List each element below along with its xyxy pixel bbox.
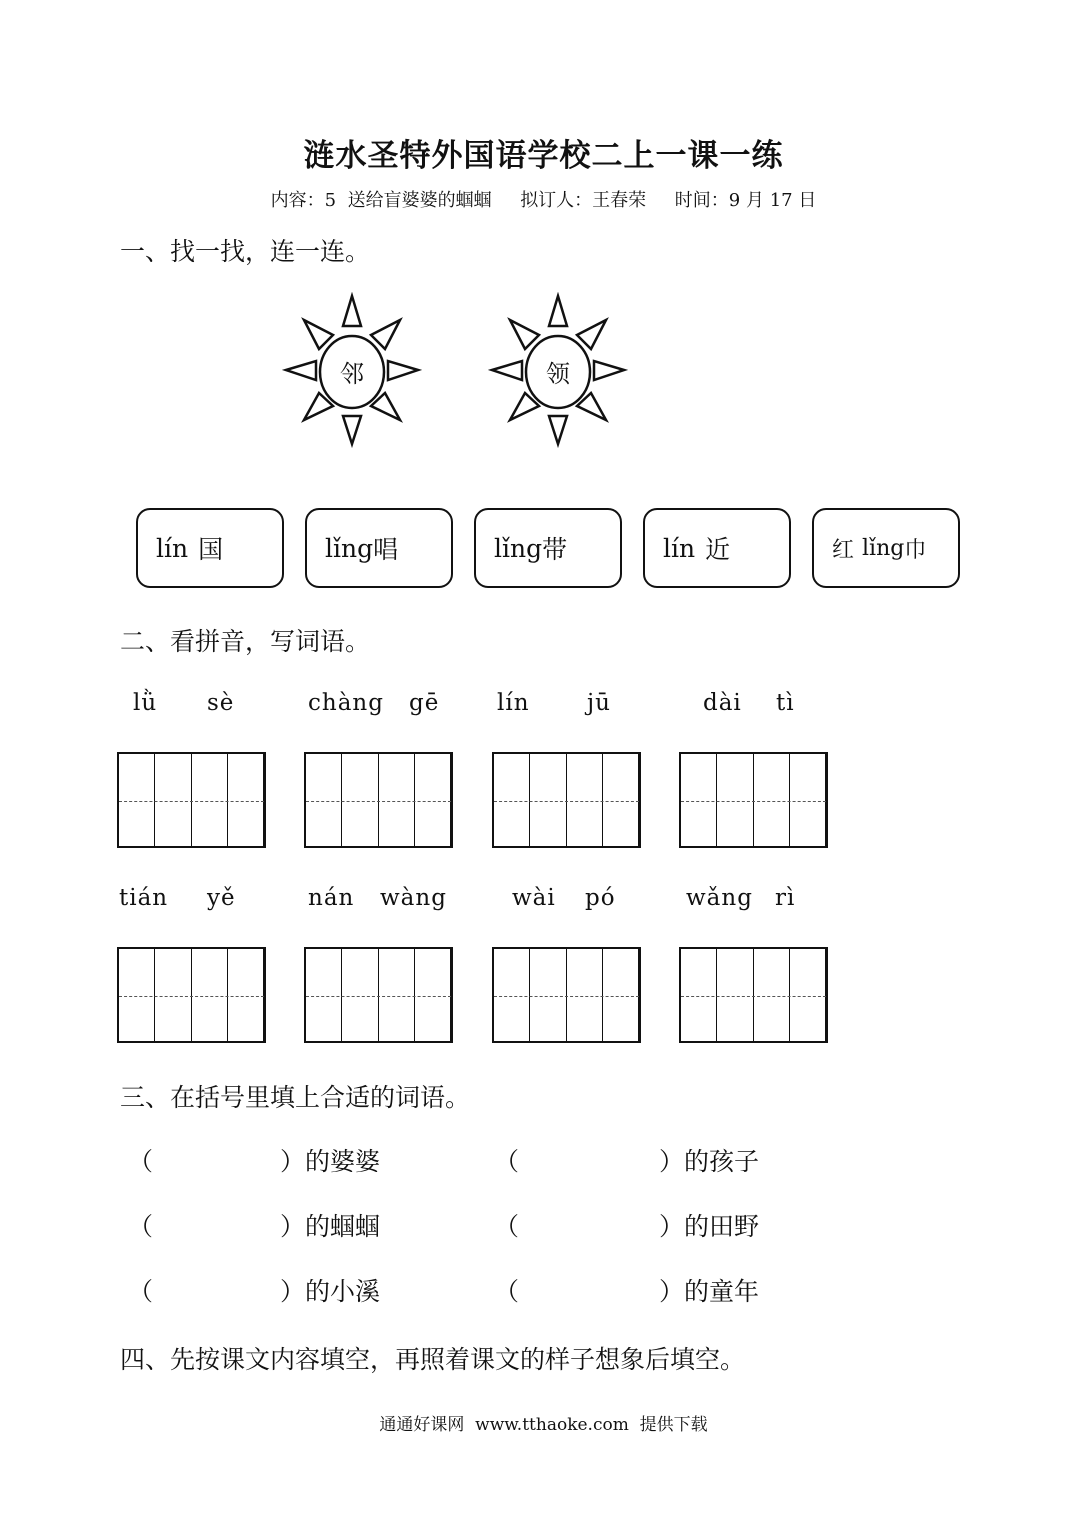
grid-cell[interactable]: [494, 754, 530, 846]
pinyin: tì: [776, 690, 795, 716]
sun-character: 领: [546, 360, 570, 388]
grid-cell[interactable]: [155, 754, 191, 846]
fill-row: [0, 1142, 1087, 1176]
grid-midline: [494, 801, 639, 802]
pinyin: lǜ: [133, 690, 158, 716]
fill-phrase: ）的田野: [659, 1212, 760, 1241]
open-paren[interactable]: （: [128, 1212, 154, 1241]
grid-cell[interactable]: [681, 949, 717, 1041]
writing-grid[interactable]: [117, 752, 266, 848]
pinyin: wài: [512, 885, 556, 911]
fill-phrase: ）的童年: [659, 1277, 760, 1306]
grid-cell[interactable]: [342, 754, 378, 846]
option-pinyin: lǐng: [325, 533, 374, 563]
grid-cell[interactable]: [306, 949, 342, 1041]
open-paren[interactable]: （: [494, 1277, 520, 1306]
option-box[interactable]: [643, 508, 791, 588]
writing-grid[interactable]: [304, 947, 453, 1043]
grid-cell[interactable]: [119, 949, 155, 1041]
grid-cell[interactable]: [119, 754, 155, 846]
option-box[interactable]: [136, 508, 284, 588]
option-box[interactable]: [812, 508, 960, 588]
grid-cell[interactable]: [530, 754, 566, 846]
pinyin: tián: [119, 885, 169, 911]
grid-cell[interactable]: [754, 949, 790, 1041]
grid-cell[interactable]: [603, 949, 639, 1041]
lesson-name: 送给盲婆婆的蝈蝈: [347, 190, 492, 211]
pinyin: jū: [587, 690, 611, 716]
section-1-heading: 一、找一找，连一连。: [120, 237, 371, 266]
grid-cell[interactable]: [228, 949, 264, 1041]
option-text: 带: [542, 535, 568, 564]
content-label: 内容：5: [270, 190, 337, 211]
option-pinyin: lín: [156, 533, 189, 563]
option-box[interactable]: [474, 508, 622, 588]
option-pinyin: lǐng: [494, 533, 543, 563]
sun-character: 邻: [340, 360, 364, 388]
grid-midline: [681, 996, 826, 997]
grid-cell[interactable]: [415, 949, 451, 1041]
grid-cell[interactable]: [494, 949, 530, 1041]
grid-midline: [119, 996, 264, 997]
page-title: 涟水圣特外国语学校二上一课一练: [303, 138, 784, 174]
open-paren[interactable]: （: [494, 1147, 520, 1176]
pinyin: yě: [207, 885, 236, 911]
grid-cell[interactable]: [603, 754, 639, 846]
grid-midline: [306, 996, 451, 997]
sun-2: [488, 292, 628, 452]
option-pinyin: lǐng: [862, 535, 905, 561]
grid-midline: [119, 801, 264, 802]
author: 拟订人：王春荣: [520, 190, 647, 211]
grid-cell[interactable]: [192, 754, 228, 846]
option-text: 巾: [904, 537, 927, 563]
grid-cell[interactable]: [415, 754, 451, 846]
pinyin: dài: [703, 690, 742, 716]
fill-phrase: ）的小溪: [280, 1277, 381, 1306]
grid-cell[interactable]: [530, 949, 566, 1041]
grid-cell[interactable]: [567, 949, 603, 1041]
sun-1: [282, 292, 422, 452]
page-subtitle: [0, 186, 1087, 212]
fill-row: [0, 1207, 1087, 1241]
grid-cell[interactable]: [790, 949, 826, 1041]
pinyin: nán: [308, 885, 355, 911]
pinyin: wǎng: [686, 885, 753, 911]
section-4-heading: 四、先按课文内容填空，再照着课文的样子想象后填空。: [120, 1345, 746, 1374]
fill-row: [0, 1272, 1087, 1306]
option-box[interactable]: [305, 508, 453, 588]
fill-phrase: ）的孩子: [659, 1147, 760, 1176]
option-pinyin: lín: [663, 533, 696, 563]
fill-phrase: ）的婆婆: [280, 1147, 381, 1176]
grid-midline: [306, 801, 451, 802]
option-text: 国: [198, 535, 224, 564]
writing-grid[interactable]: [492, 752, 641, 848]
pinyin: gē: [409, 690, 440, 716]
page-footer: 通通好课网 www.tthaoke.com 提供下载: [379, 1415, 708, 1435]
option-text: 近: [705, 535, 731, 564]
grid-midline: [494, 996, 639, 997]
pinyin: sè: [207, 690, 235, 716]
pinyin: chàng: [308, 690, 384, 716]
grid-cell[interactable]: [228, 754, 264, 846]
option-text: 唱: [373, 535, 399, 564]
grid-cell[interactable]: [192, 949, 228, 1041]
grid-cell[interactable]: [155, 949, 191, 1041]
grid-cell[interactable]: [567, 754, 603, 846]
pinyin: lín: [497, 690, 530, 716]
option-prefix: 红: [832, 537, 855, 563]
open-paren[interactable]: （: [128, 1147, 154, 1176]
grid-cell[interactable]: [717, 754, 753, 846]
date: 时间：9 月 17 日: [674, 190, 817, 211]
writing-grid[interactable]: [679, 947, 828, 1043]
grid-cell[interactable]: [342, 949, 378, 1041]
grid-cell[interactable]: [681, 754, 717, 846]
grid-cell[interactable]: [717, 949, 753, 1041]
writing-grid[interactable]: [492, 947, 641, 1043]
pinyin: pó: [585, 885, 616, 911]
grid-midline: [681, 801, 826, 802]
pinyin: rì: [775, 885, 796, 911]
grid-cell[interactable]: [379, 754, 415, 846]
grid-cell[interactable]: [306, 754, 342, 846]
grid-cell[interactable]: [790, 754, 826, 846]
section-2-heading: 二、看拼音，写词语。: [120, 627, 371, 656]
writing-grid[interactable]: [679, 752, 828, 848]
grid-cell[interactable]: [379, 949, 415, 1041]
section-3-heading: 三、在括号里填上合适的词语。: [120, 1083, 471, 1112]
open-paren[interactable]: （: [128, 1277, 154, 1306]
open-paren[interactable]: （: [494, 1212, 520, 1241]
fill-phrase: ）的蝈蝈: [280, 1212, 381, 1241]
writing-grid[interactable]: [304, 752, 453, 848]
grid-cell[interactable]: [754, 754, 790, 846]
writing-grid[interactable]: [117, 947, 266, 1043]
pinyin: wàng: [380, 885, 447, 911]
